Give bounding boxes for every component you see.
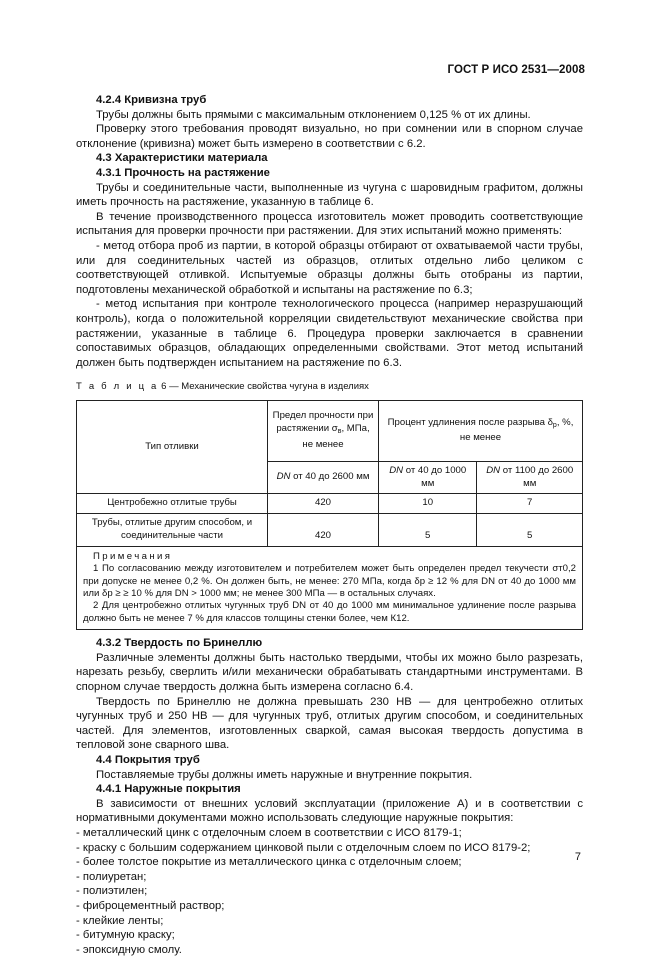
section-4-4-1-title: 4.4.1 Наружные покрытия bbox=[96, 783, 241, 796]
section-4-2-4-title: 4.2.4 Кривизна труб bbox=[96, 94, 207, 106]
table-header-row bbox=[77, 400, 583, 461]
subheader-dn-all: DN от 40 до 2600 мм bbox=[268, 461, 379, 494]
subheader-dn-2: DN от 1100 до 2600 мм bbox=[477, 461, 583, 494]
list-item: - полиэтилен; bbox=[76, 885, 148, 898]
paragraph: - метод испытания при контроле технологического процесса (например неразрушающий контроль), когда о положительной корреляции свидетельствуют механические свойства при растяжении, указанные в таблице 6. Процедура проверки заключается в сравнении сопоставимых образцов, обладающих определенными свойствами. Этот метод испытаний должен быть подтвержден испытанием на растяжение по 6.3. bbox=[76, 298, 583, 369]
cell-elong-1: 10 bbox=[379, 494, 477, 514]
paragraph: Трубы должны быть прямыми с максимальным отклонением 0,125 % от их длины. bbox=[96, 108, 531, 121]
list-item: - полиуретан; bbox=[76, 870, 147, 883]
cell-strength: 420 bbox=[268, 514, 379, 547]
table-notes-row bbox=[77, 546, 583, 629]
section-4-3-title: 4.3 Характеристики материала bbox=[96, 152, 268, 165]
paragraph: Различные элементы должны быть настолько твердыми, чтобы их можно было разрезать, нарезать резьбу, сверлить и/или механически обрабатывать стандартными инструментами. В спорном случае твердость должна быть измерена согласно 6.4. bbox=[76, 651, 583, 694]
cell-elong-2: 7 bbox=[477, 494, 583, 514]
table-row bbox=[77, 494, 583, 514]
cell-type: Трубы, отлитые другим способом, и соединительные части bbox=[77, 514, 268, 547]
cell-strength: 420 bbox=[268, 494, 379, 514]
paragraph: В зависимости от внешних условий эксплуатации (приложение А) и в соответствии с нормативными документами можно использовать следующие наружные покрытия: bbox=[76, 797, 583, 825]
paragraph: - метод отбора проб из партии, в которой образцы отбирают от охватываемой части трубы, или для соединительных частей из образцов, отлитых отдельно либо целиком с соответствующей отливкой. Испытуемые образцы должны быть отобраны из партии, подготовлены механической обработкой и испытаны на растяжение по 6.3; bbox=[76, 239, 583, 296]
section-4-4-title: 4.4 Покрытия труб bbox=[96, 754, 200, 767]
list-item: - битумную краску; bbox=[76, 929, 175, 942]
paragraph: Твердость по Бринеллю не должна превышать 230 НВ — для центробежно отлитых чугунных труб и 250 НВ — для чугунных труб, отлитых другим способом, и соединительных частей. Для элементов, изготовленных сваркой, самая высокая твердость допустима в тепловой зоне сварного шва. bbox=[76, 695, 583, 752]
subheader-dn-1: DN от 40 до 1000 мм bbox=[379, 461, 477, 494]
document-body bbox=[76, 93, 583, 957]
list-item: - металлический цинк с отделочным слоем в соответствии с ИСО 8179-1; bbox=[76, 827, 462, 840]
table-row bbox=[77, 514, 583, 547]
cell-elong-1: 5 bbox=[379, 514, 477, 547]
header-tensile-strength: Предел прочности при растяжении $\sigma_в$, МПа, не менее bbox=[268, 400, 379, 461]
note-1: 1 По согласованию между изготовителем и потребителем может быть определен предел текучести σт0,2 при допуске не менее 0,2 %. Он должен быть, не менее: 270 МПа, когда δр ≥ 12 % для DN от 40 до 1000 мм или δр ≥ ≥ 10 % для DN > 1000 мм; не менее 300 МПа — в остальных случаях. bbox=[83, 563, 576, 600]
paragraph: Проверку этого требования проводят визуально, но при сомнении или в спорном случае отклонение (кривизна) может быть измерено в соответствии с 6.2. bbox=[76, 123, 583, 150]
paragraph: Поставляемые трубы должны иметь наружные и внутренние покрытия. bbox=[96, 768, 473, 781]
section-4-3-2-title: 4.3.2 Твердость по Бринеллю bbox=[96, 637, 263, 650]
header-elongation: Процент удлинения после разрыва $\delta_р$, %, не менее bbox=[379, 400, 583, 461]
mechanical-properties-table bbox=[76, 400, 583, 630]
list-item: - краску с большим содержанием цинковой пыли с отделочным слоем по ИСО 8179-2; bbox=[76, 841, 531, 854]
page-number: 7 bbox=[574, 851, 581, 863]
cell-elong-2: 5 bbox=[477, 514, 583, 547]
table-caption: Т а б л и ц а 6 — Механические свойства чугуна в изделиях bbox=[76, 381, 369, 393]
list-item: - эпоксидную смолу. bbox=[76, 943, 182, 956]
paragraph: В течение производственного процесса изготовитель может проводить соответствующие испытания для проверки прочности при растяжении. Для этих испытаний можно применять: bbox=[76, 210, 583, 238]
document-id: ГОСТ Р ИСО 2531—2008 bbox=[447, 64, 585, 76]
cell-type: Центробежно отлитые трубы bbox=[77, 494, 268, 514]
list-item: - фиброцементный раствор; bbox=[76, 899, 225, 912]
header-cast-type: Тип отливки bbox=[77, 400, 268, 494]
section-4-3-1-title: 4.3.1 Прочность на растяжение bbox=[96, 166, 270, 179]
note-2: 2 Для центробежно отлитых чугунных труб DN от 40 до 1000 мм минимальное удлинение после разрыва должно быть не менее 7 % для классов толщины стенки более, чем К12. bbox=[83, 600, 576, 624]
list-item: - более толстое покрытие из металлического цинка с отделочным слоем; bbox=[76, 856, 462, 869]
table-notes bbox=[77, 546, 583, 629]
paragraph: Трубы и соединительные части, выполненные из чугуна с шаровидным графитом, должны иметь прочность на растяжение, указанную в таблице 6. bbox=[76, 181, 583, 209]
list-item: - клейкие ленты; bbox=[76, 914, 164, 927]
notes-title: Примечания bbox=[93, 550, 173, 562]
